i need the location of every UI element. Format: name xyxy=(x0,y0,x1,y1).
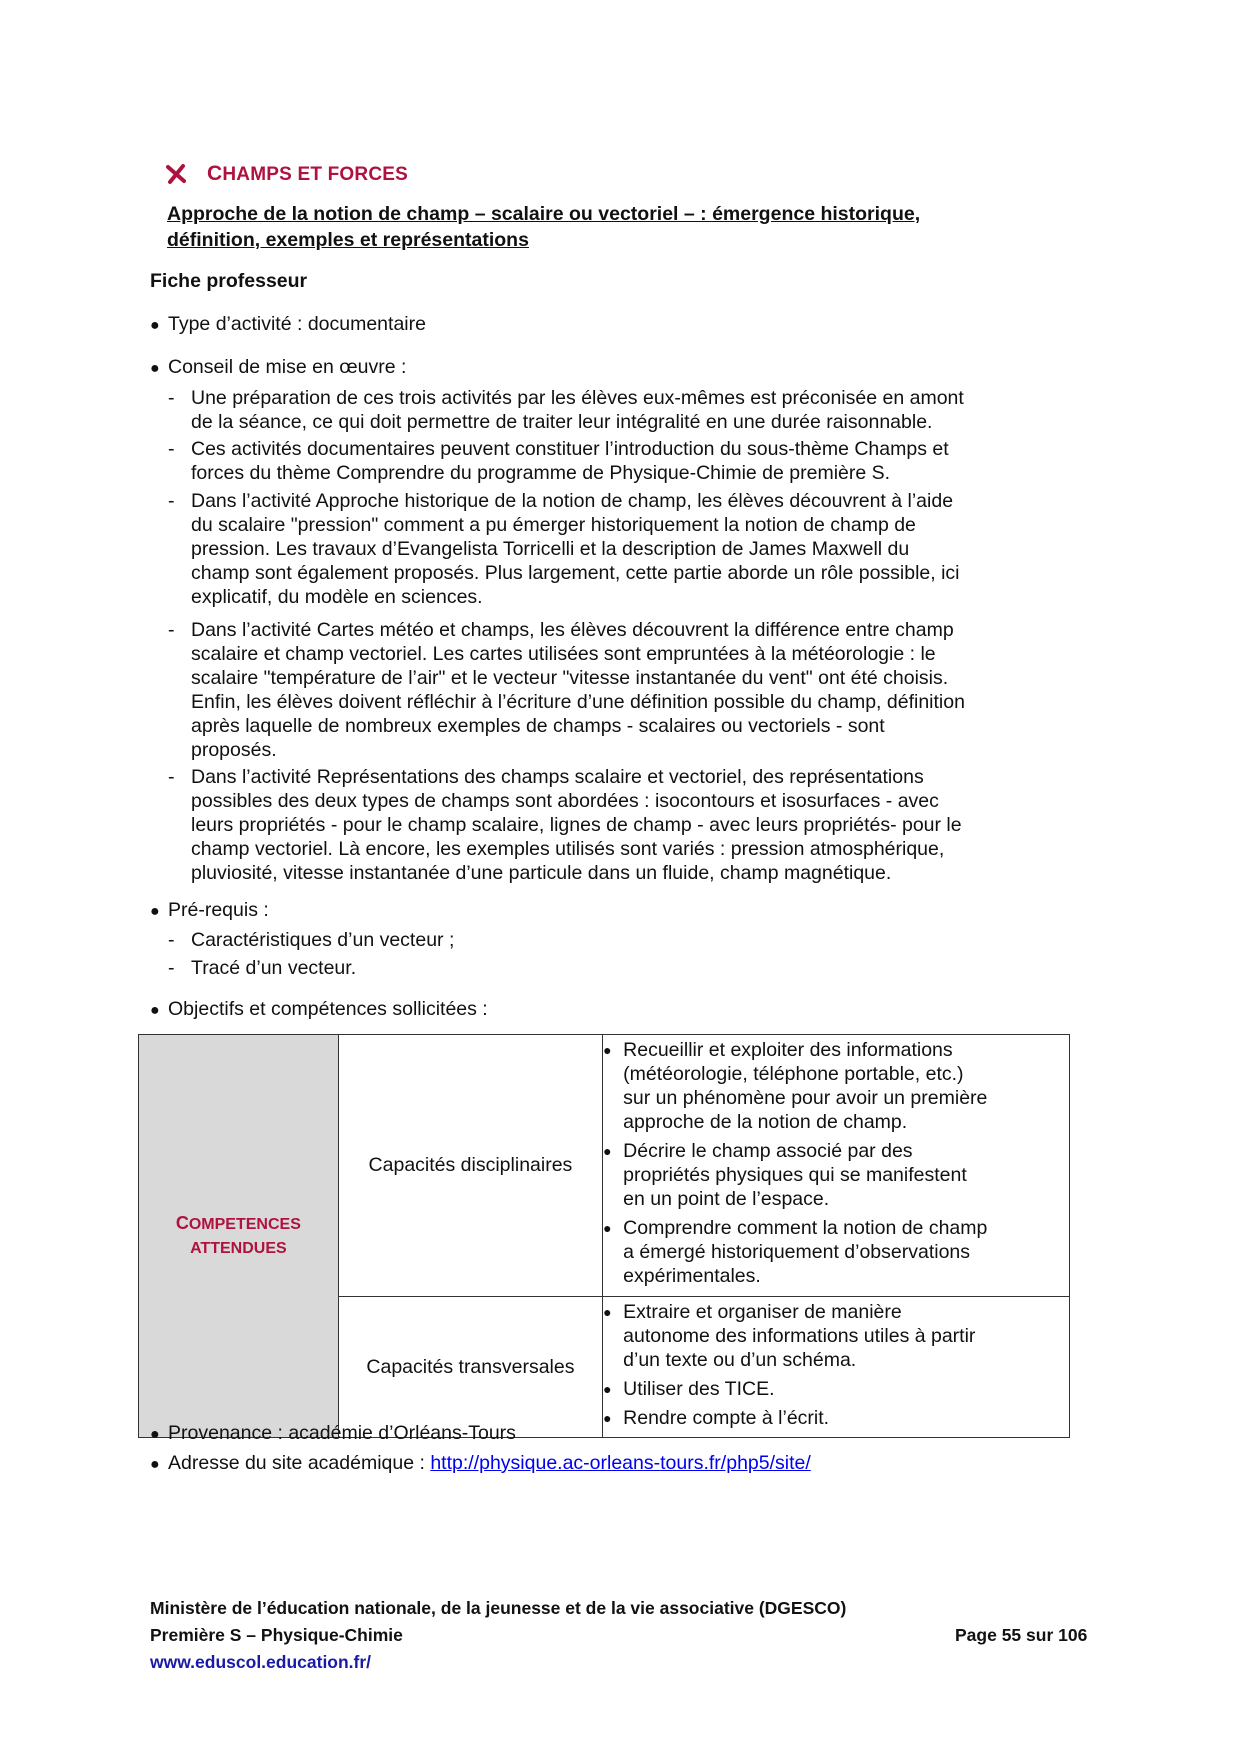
capacites-disciplinaires-list xyxy=(603,1035,1070,1297)
type-activite: ● Type d’activité : documentaire xyxy=(150,313,426,335)
conseil-item-line: Dans l’activité Représentations des champs scalaire et vectoriel, des représentations xyxy=(191,766,924,788)
objectifs-label: ● Objectifs et compétences sollicitées : xyxy=(150,998,488,1020)
competence-item-line: Recueillir et exploiter des informations xyxy=(623,1039,953,1061)
prerequis-label: ● Pré-requis : xyxy=(150,899,269,921)
competence-item-line: expérimentales. xyxy=(623,1265,761,1287)
page-title xyxy=(167,201,1071,253)
section-title: CHAMPS ET FORCES xyxy=(207,162,408,185)
competence-item: ● Utiliser des TICE. xyxy=(603,1377,1069,1401)
provenance: ● Provenance : académie d’Orléans-Tours xyxy=(150,1422,516,1444)
conseil-item-line: Dans l’activité Approche historique de la notion de champ, les élèves découvrent à l’aide xyxy=(191,490,954,512)
conseil-item-line: scalaire "température de l’air" et le vecteur "vitesse instantanée du vent" ont été choisis. xyxy=(191,667,949,689)
competence-item-line: (météorologie, téléphone portable, etc.) xyxy=(623,1063,964,1085)
capacites-disciplinaires-label: Capacités disciplinaires xyxy=(338,1035,602,1297)
competence-item: ● Comprendre comment la notion de champ a émergé historiquement d’observations expérimentales. xyxy=(603,1216,1069,1288)
competence-item-line: propriétés physiques qui se manifestent xyxy=(623,1164,967,1186)
conseil-item-line: de la séance, ce qui doit permettre de traiter leur intégralité en une durée raisonnable. xyxy=(191,411,933,433)
conseil-item-line: Dans l’activité Cartes météo et champs, les élèves découvrent la différence entre champ xyxy=(191,619,954,641)
conseil-item-line: Ces activités documentaires peuvent constituer l’introduction du sous-thème Champs et xyxy=(191,438,949,460)
competence-item-line: Décrire le champ associé par des xyxy=(623,1140,913,1162)
footer-ministry: Ministère de l’éducation nationale, de la jeunesse et de la vie associative (DGESCO) xyxy=(150,1598,847,1618)
competence-item-line: Rendre compte à l’écrit. xyxy=(623,1406,830,1429)
adresse: ● Adresse du site académique : http://physique.ac-orleans-tours.fr/php5/site/ xyxy=(150,1452,811,1474)
competence-item: ● Extraire et organiser de manière autonome des informations utiles à partir d’un texte ou d’un schéma. xyxy=(603,1300,1069,1372)
competence-item: ● Décrire le champ associé par des propriétés physiques qui se manifestent en un point de l’espace. xyxy=(603,1139,1069,1211)
section-heading xyxy=(165,160,408,188)
conseil-item-line: du scalaire "pression" comment a pu émerger historiquement la notion de champ de xyxy=(191,514,916,536)
title-line-1: Approche de la notion de champ – scalaire ou vectoriel – : émergence historique, xyxy=(167,203,921,225)
conseil-item-line: leurs propriétés - pour le champ scalaire, lignes de champ - avec leurs propriétés- pour le xyxy=(191,814,962,836)
conseil-item-line: possibles des deux types de champs sont abordées : isocontours et isosurfaces - avec xyxy=(191,790,939,812)
competence-item-line: autonome des informations utiles à partir xyxy=(623,1324,976,1347)
competence-item: ● Recueillir et exploiter des informations (météorologie, téléphone portable, etc.) sur un phénomène pour avoir un première approche de la notion de champ. xyxy=(603,1038,1069,1134)
academic-site-link[interactable]: http://physique.ac-orleans-tours.fr/php5/site/ xyxy=(430,1452,811,1474)
prerequis-item-text: Tracé d’un vecteur. xyxy=(191,957,357,979)
competences-table xyxy=(138,1034,1070,1438)
conseil-item-line: pluviosité, vitesse instantanée d’une particule dans un fluide, champ magnétique. xyxy=(191,862,892,884)
cross-mark-icon xyxy=(165,163,187,185)
capacites-transversales-list xyxy=(603,1297,1070,1438)
prerequis-item-text: Caractéristiques d’un vecteur ; xyxy=(191,929,455,951)
title-line-2: définition, exemples et représentations xyxy=(167,229,529,251)
competence-item-line: d’un texte ou d’un schéma. xyxy=(623,1348,857,1371)
competence-item-line: a émergé historiquement d’observations xyxy=(623,1241,971,1263)
conseil-item-line: Enfin, les élèves doivent réfléchir à l’écriture d’une définition possible du champ, définition xyxy=(191,691,965,713)
conseil-item-line: explicatif, du modèle en sciences. xyxy=(191,586,483,608)
capacites-transversales-label: Capacités transversales xyxy=(338,1297,602,1438)
competence-item-line: Utiliser des TICE. xyxy=(623,1377,775,1400)
conseil-item-line: scalaire et champ vectoriel. Les cartes utilisées sont empruntées à la météorologie : le xyxy=(191,643,936,665)
competence-item-line: Extraire et organiser de manière xyxy=(623,1300,902,1323)
competence-item-line: en un point de l’espace. xyxy=(623,1188,830,1210)
competence-item-line: approche de la notion de champ. xyxy=(623,1111,908,1133)
competences-header: COMPETENCES ATTENDUES xyxy=(139,1035,339,1438)
conseil-label: ● Conseil de mise en œuvre : xyxy=(150,356,407,378)
conseil-item-line: champ sont également proposés. Plus largement, cette partie aborde un rôle possible, ici xyxy=(191,562,960,584)
conseil-item-line: proposés. xyxy=(191,739,277,761)
conseil-item-line: pression. Les travaux d’Evangelista Torricelli et la description de James Maxwell du xyxy=(191,538,910,560)
footer-url[interactable]: www.eduscol.education.fr/ xyxy=(150,1652,372,1672)
fiche-label: Fiche professeur xyxy=(150,270,308,292)
competence-item: ● Rendre compte à l’écrit. xyxy=(603,1406,1069,1430)
footer-page: Page 55 sur 106 xyxy=(955,1625,1088,1645)
footer-level: Première S – Physique-Chimie xyxy=(150,1625,403,1645)
conseil-item-line: après laquelle de nombreux exemples de champs - scalaires ou vectoriels - sont xyxy=(191,715,885,737)
conseil-item-line: forces du thème Comprendre du programme de Physique-Chimie de première S. xyxy=(191,462,891,484)
conseil-item-line: Une préparation de ces trois activités par les élèves eux-mêmes est préconisée en amont xyxy=(191,387,964,409)
competence-item-line: Comprendre comment la notion de champ xyxy=(623,1217,988,1239)
conseil-item-line: champ vectoriel. Là encore, les exemples utilisés sont variés : pression atmosphérique, xyxy=(191,838,945,860)
competence-item-line: sur un phénomène pour avoir un première xyxy=(623,1087,988,1109)
